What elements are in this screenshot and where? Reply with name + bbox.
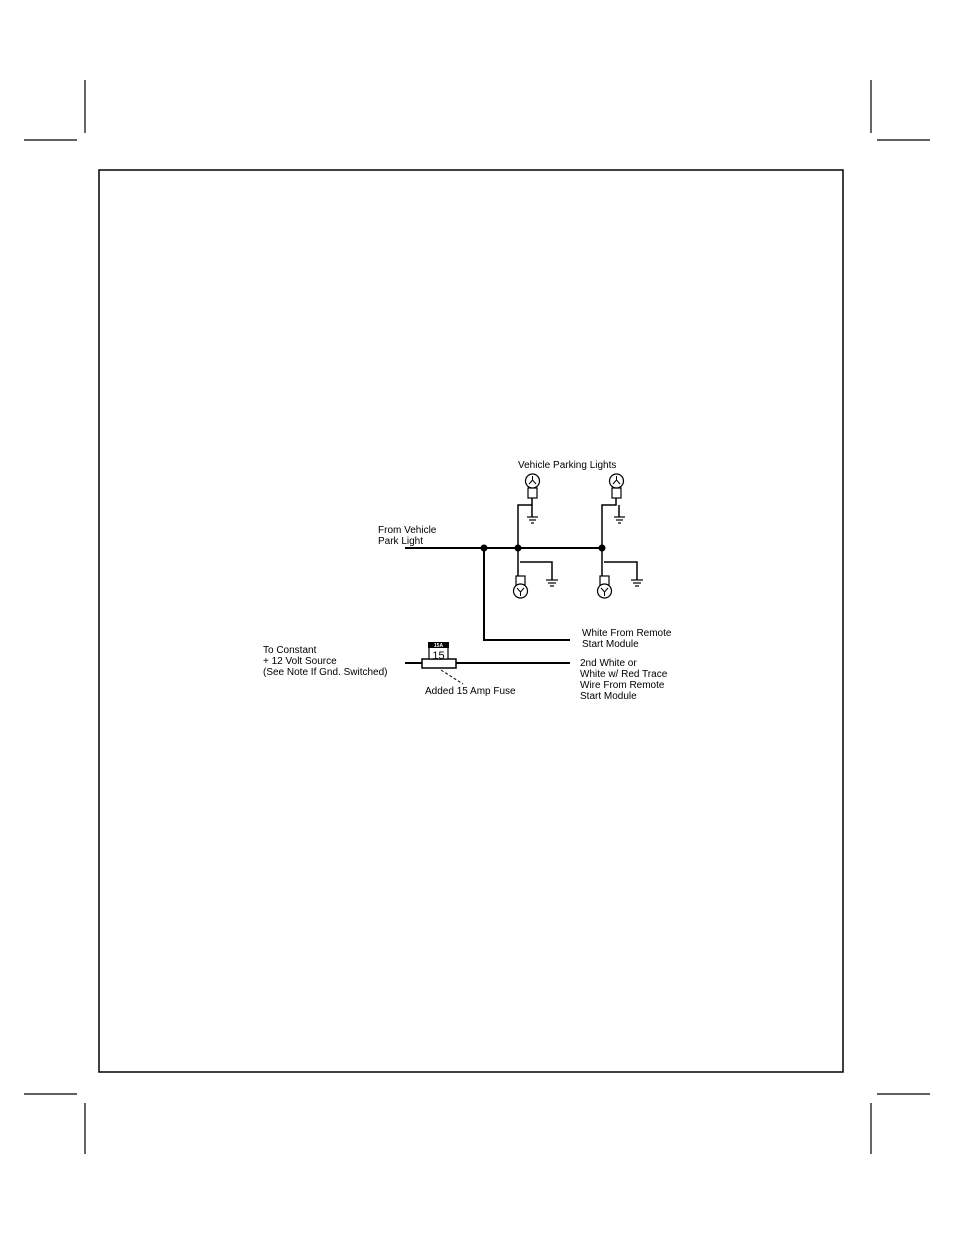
label-plus-12v: + 12 Volt Source xyxy=(263,656,337,667)
fused-constant-circuit xyxy=(405,642,570,684)
fuse-leader-line xyxy=(441,670,463,684)
label-second-white-2: White w/ Red Trace xyxy=(580,669,668,680)
fuse-icon xyxy=(422,642,456,668)
fuse-rating-label: 15A xyxy=(433,643,444,649)
parking-light-bulb-upper-left xyxy=(518,474,540,548)
fuse-number-label: 15 xyxy=(432,650,445,662)
label-vehicle-parking-lights: Vehicle Parking Lights xyxy=(518,460,617,471)
label-see-note: (See Note If Gnd. Switched) xyxy=(263,667,388,678)
label-to-constant: To Constant xyxy=(263,645,317,656)
crop-marks xyxy=(24,80,930,1154)
label-from-vehicle: From Vehicle xyxy=(378,525,437,536)
parking-light-bulb-lower-right xyxy=(598,548,644,598)
label-second-white-3: Wire From Remote xyxy=(580,680,665,691)
label-white-remote-1: White From Remote xyxy=(582,628,672,639)
parking-light-bulb-lower-left xyxy=(514,548,559,598)
label-park-light: Park Light xyxy=(378,536,424,547)
page-frame xyxy=(99,170,843,1072)
label-second-white-1: 2nd White or xyxy=(580,658,637,669)
junction-dot xyxy=(481,545,488,552)
park-light-circuit xyxy=(405,474,643,640)
label-added-fuse: Added 15 Amp Fuse xyxy=(425,686,516,697)
label-white-remote-2: Start Module xyxy=(582,639,639,650)
parking-light-bulb-upper-right xyxy=(602,474,625,548)
label-second-white-4: Start Module xyxy=(580,691,637,702)
diagram-labels xyxy=(263,460,672,702)
